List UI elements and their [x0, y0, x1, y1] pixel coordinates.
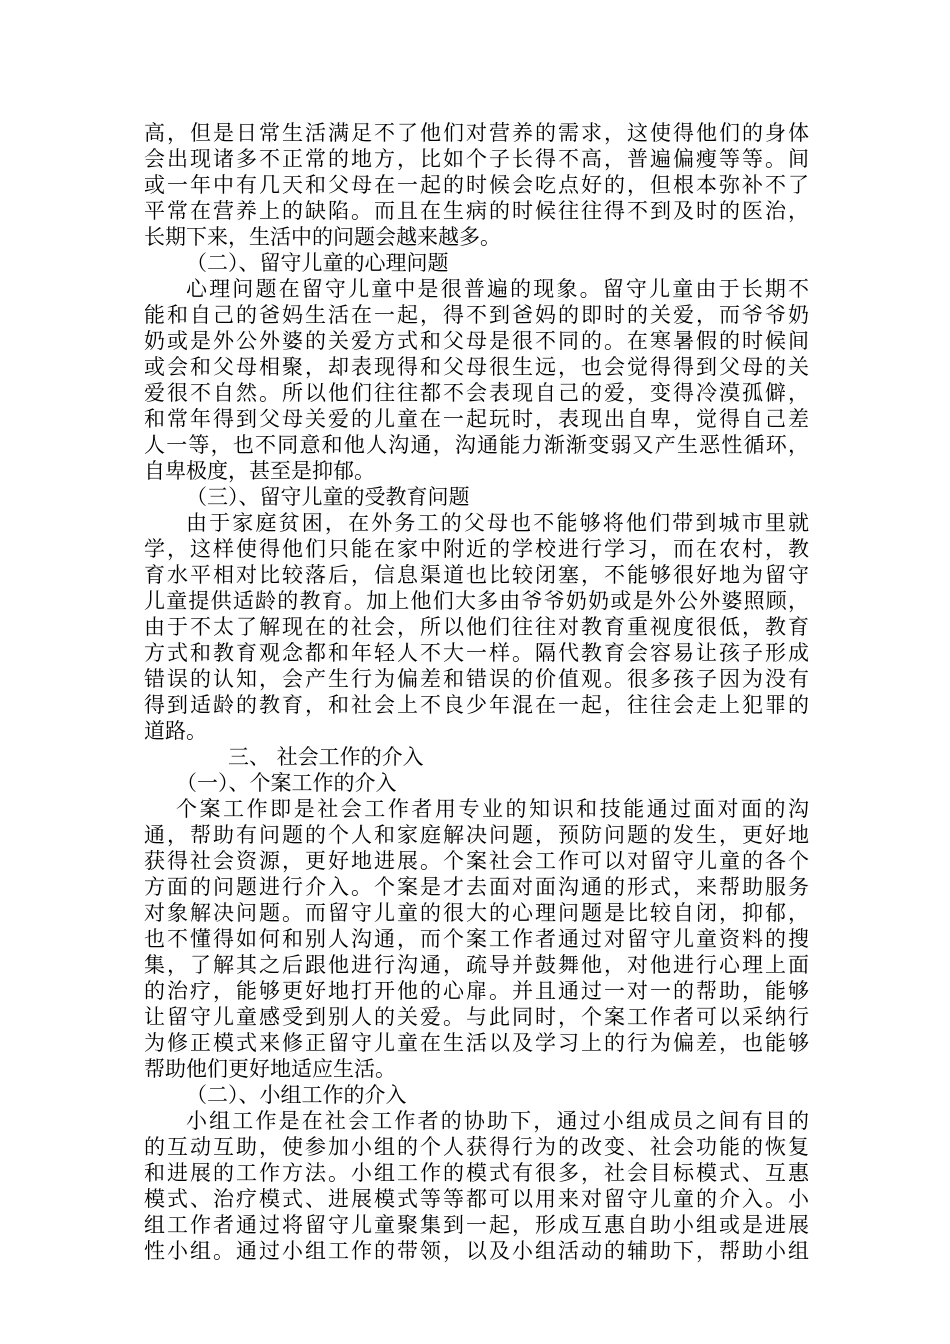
text-line: 对象解决问题。而留守儿童的很大的心理问题是比较自闭，抑郁，: [144, 901, 809, 925]
text-line: 奶或是外公外婆的关爱方式和父母是很不同的。在寒暑假的时候间: [144, 329, 809, 353]
text-line: 平常在营养上的缺陷。而且在生病的时候往往得不到及时的医治，: [144, 199, 809, 223]
text-line: 得到适龄的教育，和社会上不良少年混在一起，往往会走上犯罪的: [144, 693, 809, 717]
text-line: 或会和父母相聚，却表现得和父母很生远，也会觉得得到父母的关: [144, 355, 809, 379]
text-line: 获得社会资源，更好地进展。个案社会工作可以对留守儿童的各个: [144, 849, 809, 873]
text-line: （二）、留守儿童的心理问题: [186, 251, 449, 275]
text-line: 自卑极度，甚至是抑郁。: [144, 459, 375, 483]
text-line: 集，了解其之后跟他进行沟通，疏导并鼓舞他，对他进行心理上面: [144, 953, 809, 977]
text-line: 帮助他们更好地适应生活。: [144, 1057, 396, 1081]
text-line: 育水平相对比较落后，信息渠道也比较闭塞，不能够很好地为留守: [144, 563, 809, 587]
text-line: 方式和教育观念都和年轻人不大一样。隔代教育会容易让孩子形成: [144, 641, 809, 665]
text-line: 三、 社会工作的介入: [228, 745, 424, 769]
text-line: 或一年中有几天和父母在一起的时候会吃点好的，但根本弥补不了: [144, 173, 809, 197]
document-page: [144, 120, 809, 1264]
text-line: 学，这样使得他们只能在家中附近的学校进行学习，而在农村，教: [144, 537, 809, 561]
text-line: 人一等，也不同意和他人沟通，沟通能力渐渐变弱又产生恶性循环，: [144, 433, 809, 457]
text-line: 错误的认知，会产生行为偏差和错误的价值观。很多孩子因为没有: [144, 667, 809, 691]
text-line: 性小组。通过小组工作的带领，以及小组活动的辅助下，帮助小组: [144, 1239, 809, 1263]
text-line: （二）、小组工作的介入: [186, 1083, 407, 1107]
text-line: 的互动互助，使参加小组的个人获得行为的改变、社会功能的恢复: [144, 1135, 809, 1159]
text-line: 由于不太了解现在的社会，所以他们往往对教育重视度很低，教育: [144, 615, 809, 639]
text-line: 能和自己的爸妈生活在一起，得不到爸妈的即时的关爱，而爷爷奶: [144, 303, 809, 327]
text-line: 道路。: [144, 719, 207, 743]
text-line: 会出现诸多不正常的地方，比如个子长得不高，普遍偏瘦等等。间: [144, 147, 809, 171]
text-line: （一）、个案工作的介入: [176, 771, 397, 795]
text-line: 为修正模式来修正留守儿童在生活以及学习上的行为偏差，也能够: [144, 1031, 809, 1055]
text-line: 儿童提供适龄的教育。加上他们大多由爷爷奶奶或是外公外婆照顾，: [144, 589, 809, 613]
text-line: 的治疗，能够更好地打开他的心扉。并且通过一对一的帮助，能够: [144, 979, 809, 1003]
text-line: 爱很不自然。所以他们往往都不会表现自己的爱，变得冷漠孤僻，: [144, 381, 809, 405]
text-line: 小组工作是在社会工作者的协助下，通过小组成员之间有目的: [186, 1109, 809, 1133]
text-line: 方面的问题进行介入。个案是才去面对面沟通的形式，来帮助服务: [144, 875, 809, 899]
text-line: 和进展的工作方法。小组工作的模式有很多，社会目标模式、互惠: [144, 1161, 809, 1185]
text-line: 和常年得到父母关爱的儿童在一起玩时，表现出自卑，觉得自己差: [144, 407, 809, 431]
text-line: 长期下来，生活中的问题会越来越多。: [144, 225, 501, 249]
text-line: 组工作者通过将留守儿童聚集到一起，形成互惠自助小组或是进展: [144, 1213, 809, 1237]
text-line: 由于家庭贫困，在外务工的父母也不能够将他们带到城市里就: [186, 511, 809, 535]
text-line: 通，帮助有问题的个人和家庭解决问题，预防问题的发生，更好地: [144, 823, 809, 847]
text-line: 心理问题在留守儿童中是很普遍的现象。留守儿童由于长期不: [186, 277, 809, 301]
text-line: 高，但是日常生活满足不了他们对营养的需求，这使得他们的身体: [144, 121, 809, 145]
text-line: （三）、留守儿童的受教育问题: [186, 485, 470, 509]
text-line: 个案工作即是社会工作者用专业的知识和技能通过面对面的沟: [176, 797, 809, 821]
text-line: 也不懂得如何和别人沟通，而个案工作者通过对留守儿童资料的搜: [144, 927, 809, 951]
text-line: 让留守儿童感受到别人的关爱。与此同时，个案工作者可以采纳行: [144, 1005, 809, 1029]
text-line: 模式、治疗模式、进展模式等等都可以用来对留守儿童的介入。小: [144, 1187, 809, 1211]
